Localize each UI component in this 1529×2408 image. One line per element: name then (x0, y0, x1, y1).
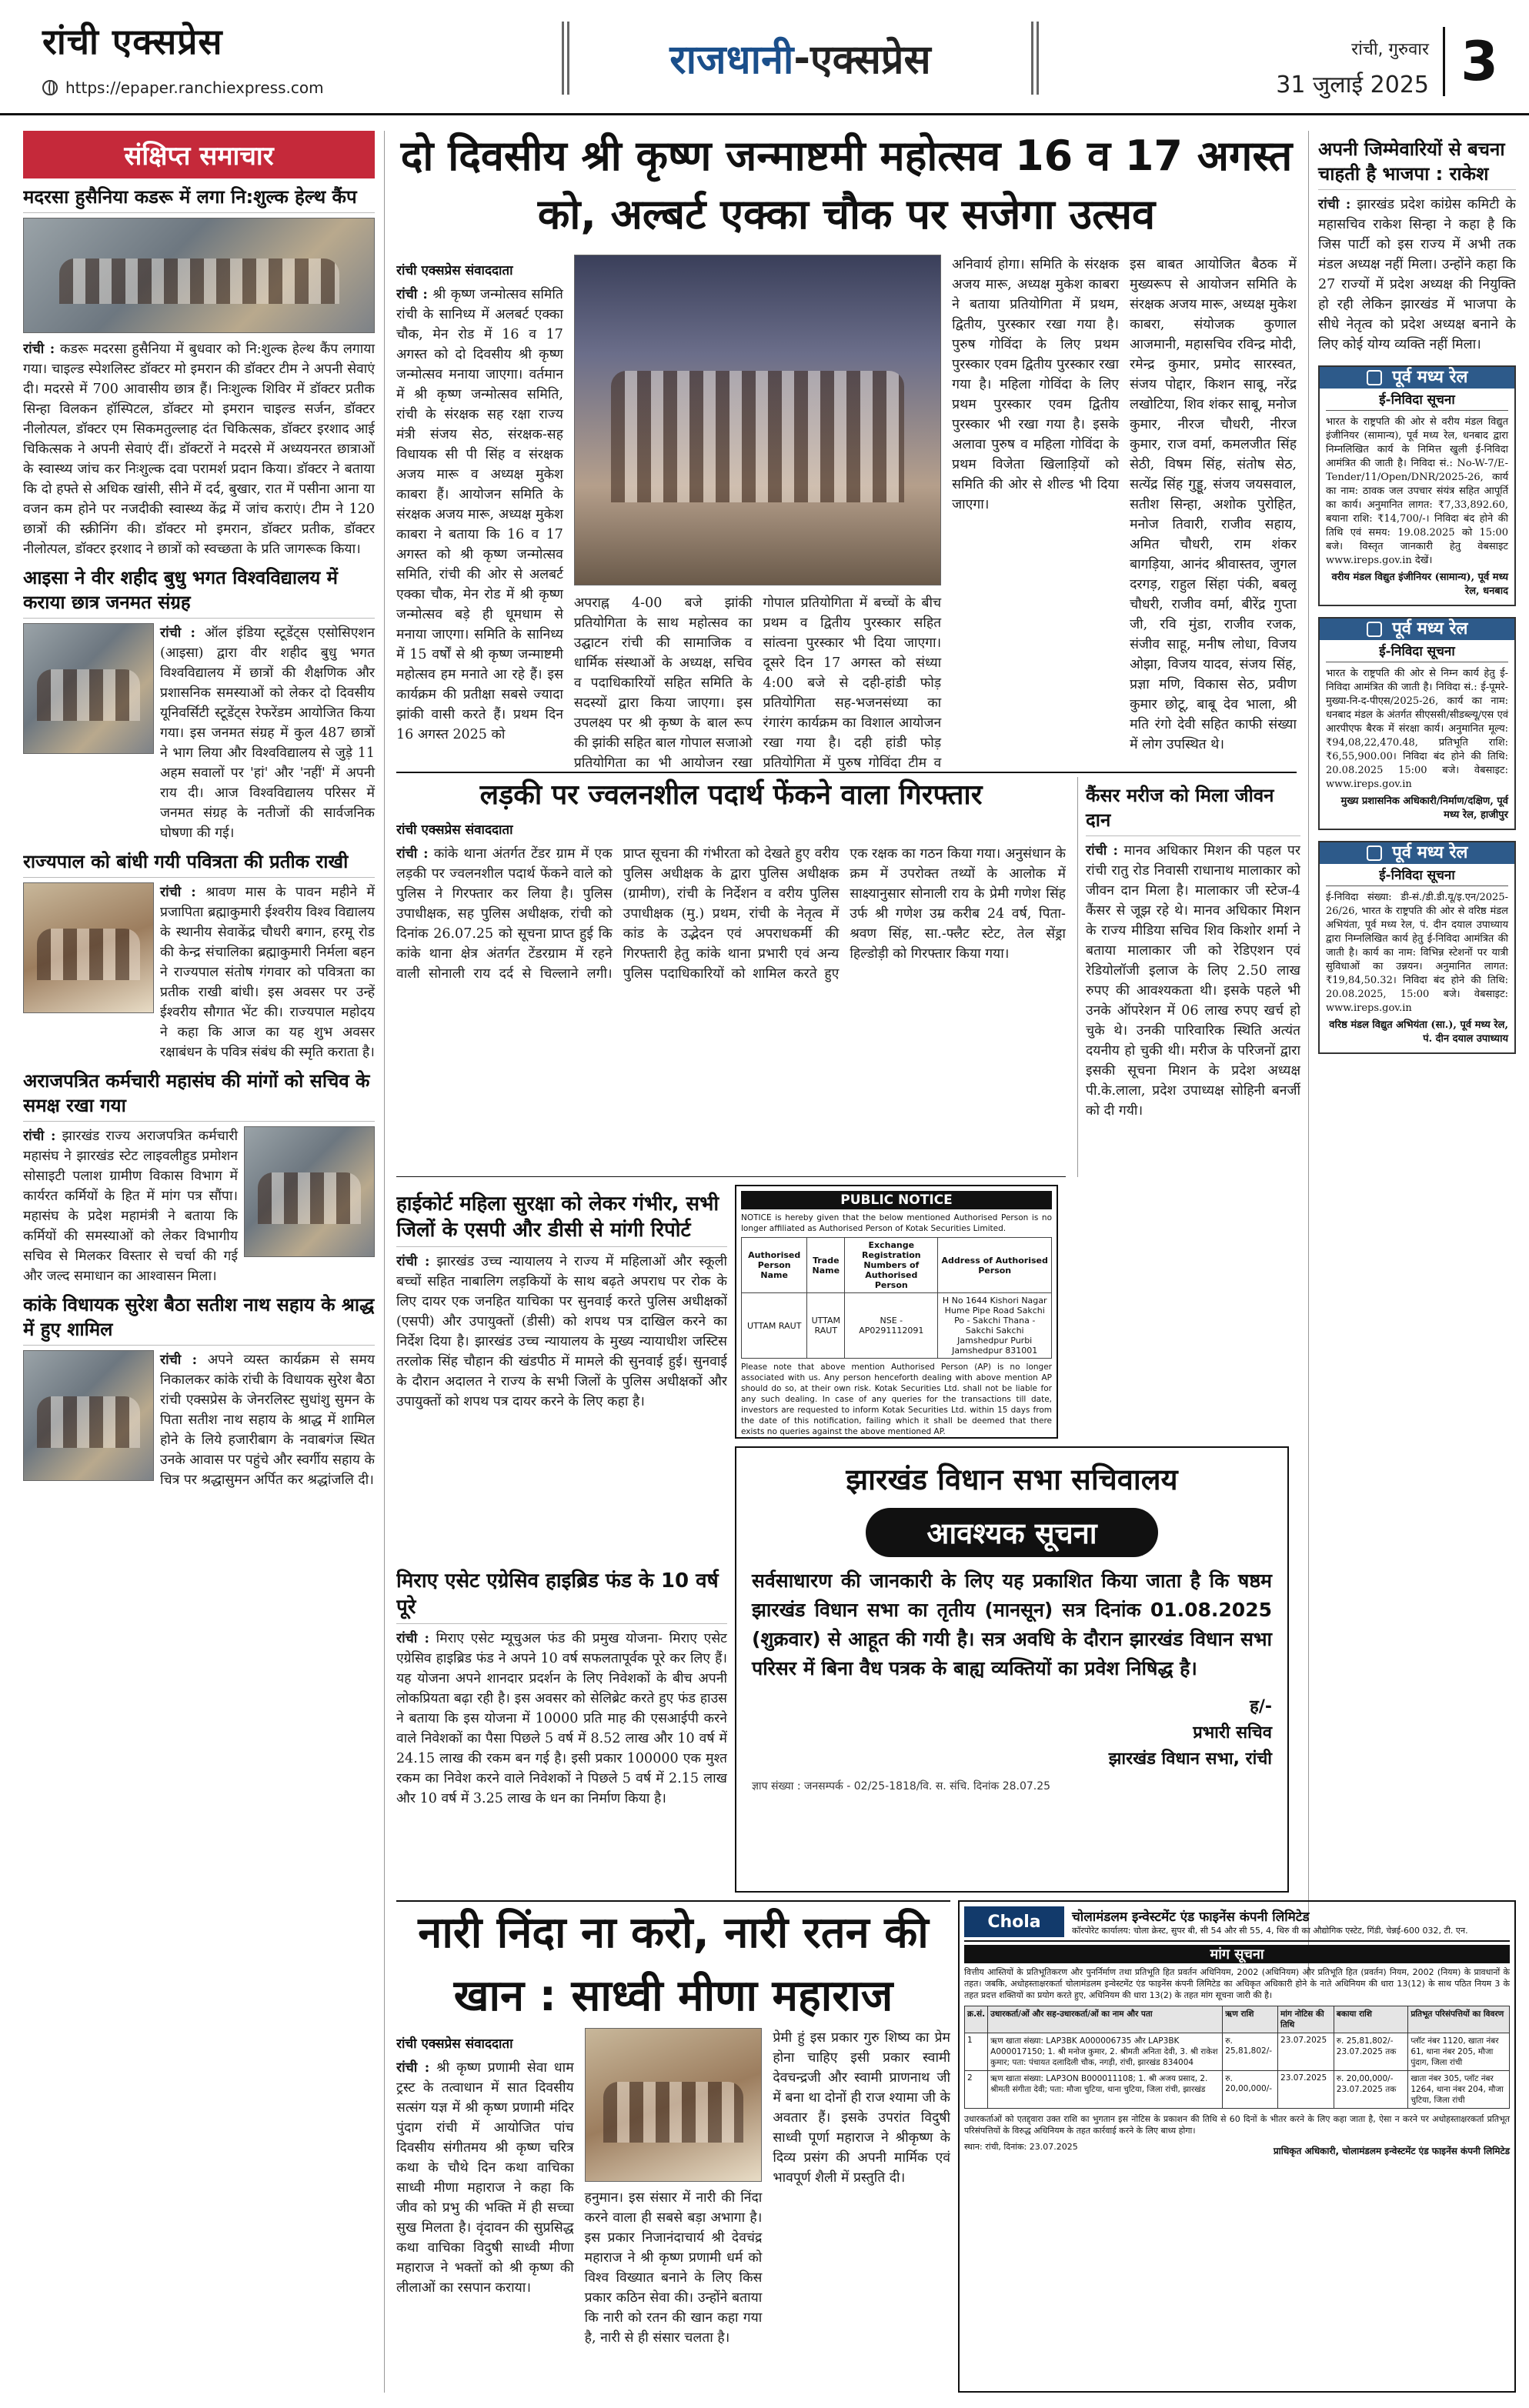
mirae-asset-story (396, 1562, 727, 1885)
table-row (965, 2033, 1510, 2071)
top-story-text-5: इस बाबत आयोजित बैठक में मुख्यरूप से आयोजन समिति के संरक्षक अजय मारू, अध्यक्ष मुकेश काबरा, संयोजक कुणाल आजमानी, महासचिव रविन्द्र मोदी, रमेन्द्र कुमार, प्रमोद सारस्वत, संजय पोद्दार, किशन साबू, नरेंद्र लखोटिया, शिव शंकर साबू, मनोज कुमार, नीरज चौधरी, नीरज कुमार, राज वर्मा, कमलजीत सिंह सेठी, विषम सिंह, संतोष सेठ, सत्येंद्र सिंह गुड्डू, संजय जयसवाल, सतीश सिन्हा, अशोक पुरोहित, मनोज तिवारी, राजीव सहाय, अमित चौधरी, राम शंकर बागड़िया, आनंद श्रीवास्तव, जुगल दरगड़, राहुल सिंहा पंकी, बबलू चौधरी, राजीव वर्मा, बीरेंद्र गुप्ता जी, रवि मुंडा, राजीव रजक, संजीव साहू, मनीष लोधा, विजय ओझा, विजय यादव, संजय सिंह, प्रज्ञा मणि, विकास सेठ, प्रवीण कुमार छोटू, बाबू देव भाला, श्री मति रंगो देवी सहित काफी संख्या में लोग उपस्थित थे। (1130, 257, 1297, 752)
sadhvi-text-2: हनुमान। इस संसार में नारी की निंदा करने वाला ही सबसे बड़ा अभागा है। इस प्रकार निजानंदाचार्य श्री देवचंद्र महाराज ने श्री कृष्ण प्रणामी धर्म को विश्व विख्यात बनाने के लिए किस प्रकार कठिन सेवा की। उन्होंने बताया कि नारी को रतन की खान कहा गया है, नारी से ही संसार चलता है। (584, 2190, 763, 2346)
top-story-text-3: गोपाल प्रतियोगिता में बच्चों के बीच प्रथम व द्वितीय पुरस्कार सहित सांत्वना पुरस्कार भी दिया जाएगा। दूसरे दिन 17 अगस्त को संध्या 4:00 बजे से दही-हांडी फोड़ प्रतियोगिता सह-भजनसंध्या का रंगारंग कार्यक्रम का विशाल आयोजन रखा गया है। दही हांडी फोड़ प्रतियोगिता में पुरुष गोविंदा टीम व (763, 595, 942, 771)
rail-tender-notice-3[interactable] (1318, 841, 1516, 1054)
public-notice-intro: NOTICE is hereby given that the below mentioned Authorised Person is no longer affiliated as Authorised Person of Kotak Securities Limited. (741, 1213, 1052, 1233)
brief-headline: आइसा ने वीर शहीद बुधु भगत विश्वविद्यालय में कराया छात्र जनमत संग्रह (23, 565, 375, 619)
table-cell: 2 (965, 2071, 988, 2109)
railway-logo-icon (1367, 622, 1382, 637)
brief-place: रांची : (160, 625, 195, 641)
janmashtami-meeting-photo (574, 255, 941, 585)
brief-row (23, 623, 375, 843)
rail-tender-notice-2[interactable] (1318, 617, 1516, 830)
chola-place-date: स्थान: रांची, दिनांक: 23.07.2025 (964, 2142, 1078, 2152)
rail-tender-sign: मुख्य प्रशासनिक अधिकारी/निर्माण/दक्षिण, पूर्व मध्य रेल, हाजीपुर (1340, 795, 1508, 821)
chola-sign-row (964, 2141, 1510, 2157)
table-header: Address of Authorised Person (938, 1238, 1052, 1293)
top-story-headline[interactable]: दो दिवसीय श्री कृष्ण जन्माष्टमी महोत्सव 16 व 17 अगस्त को, अल्बर्ट एक्का चौक पर सजेगा उत्सव (400, 132, 1293, 238)
brief-governor-rakhi (23, 849, 375, 1062)
brief-text: ऑल इंडिया स्टूडेंट्स एसोसिएशन (आइसा) द्वारा वीर शहीद बुधु भगत विश्वविद्यालय में छात्रों की शैक्षणिक और प्रशासनिक समस्याओं को लेकर दो दिवसीय यूनिवर्सिटी स्टूडेंट्स रेफरेंडम आयोजित किया गया। इस जनमत संग्रह में कुल 487 छात्रों ने भाग लिया और विश्वविद्यालय से जुड़े 11 अहम सवालों पर 'हां' और 'नहीं' में अपनी राय दी। आज विश्वविद्यालय परिसर में जनमत संग्रह के नतीजों की सार्वजनिक घोषणा की गई। (160, 625, 375, 841)
public-notice-table (741, 1237, 1052, 1359)
high-court-story (396, 1185, 727, 1554)
table-cell: ऋण खाता संख्या: LAP3ON B000011108; 1. श्री अजय प्रसाद, 2. श्रीमती संगीता देवी; पता: मौजा चुटिया, थाना चुटिया, जिला रांची, झारखंड (988, 2071, 1223, 2109)
table-header: Authorised Person Name (742, 1238, 807, 1293)
story-place: रांची : (396, 1254, 430, 1269)
sadhvi-col-2 (585, 2028, 763, 2348)
chola-footer: उधारकर्ताओं को एतद्द्वारा उक्त राशि का भुगतान इस नोटिस के प्रकाशन की तिथि से 60 दिनों के भीतर करने के लिए कहा जाता है, ऐसा न करने पर अधोहस्ताक्षरकर्ता प्रतिभूत परिसंपत्तियों के विरुद्ध अधिनियम के तहत कार्रवाई करने के लिए बाध्य होगा। (964, 2114, 1510, 2136)
court-story-headline[interactable]: हाईकोर्ट महिला सुरक्षा को लेकर गंभीर, सभी जिलों के एसपी और डीसी से मांगी रिपोर्ट (396, 1191, 727, 1247)
rail-tender-text: भारत के राष्ट्रपति की ओर से वरीय मंडल विद्युत इंजीनियर (सामान्य), पूर्व मध्य रेल, धनबाद द्वारा निम्नलिखित कार्य के निमित्त खुली ई-निविदा आमंत्रित की जाती है। निविदा सं.: No-W-7/E-Tender/11/Open/DNR/2025-26, कार्य का नाम: ठावक जल उपचार संयंत्र सहित आपूर्ति का कार्य। अनुमानित लागत: ₹7,33,892.60, बयाना राशि: ₹14,700/-। निविदा बंद होने की तिथि एवं समय: 19.08.2025 को 15:00 बजे। विस्तृत जानकारी हेतु वेबसाइट www.ireps.gov.in देखें। (1326, 416, 1508, 566)
brief-kanke-mla (23, 1292, 375, 1490)
chola-table (964, 2006, 1510, 2109)
rail-tender-notice-1[interactable] (1318, 365, 1516, 606)
story-place: रांची : (396, 1631, 429, 1646)
table-header: Exchange Registration Numbers of Authorised Person (845, 1238, 938, 1293)
epaper-link[interactable] (42, 78, 324, 97)
brief-row (23, 882, 375, 1062)
cancer-story-headline[interactable]: कैंसर मरीज को मिला जीवन दान (1086, 783, 1300, 836)
brief-aisa-referendum (23, 565, 375, 843)
table-header: उधारकर्ता/ओं और सह-उधारकर्ता/ओं का नाम और पता (988, 2006, 1223, 2033)
table-row (742, 1293, 1052, 1359)
top-story-body (396, 255, 1297, 773)
section-title-dash: - (793, 35, 810, 82)
public-notice-text: Please note that above mention Authorised Person (AP) is no longer associated with us. Any person henceforth dealing with above mention AP should do so, at their own risk. Kotak Securities Ltd. shall not be liable for any such dealing. In case of any queries for the transactions till date, investors are requested to inform Kotak Securities Ltd. within 15 days from the date of this notification, failing which it shall be deemed that there exists no queries against the above mentioned AP. (741, 1362, 1052, 1436)
chola-company-block (1072, 1907, 1510, 1936)
story-place: रांची : (396, 287, 428, 302)
rail-tender-sub: ई-निविदा सूचना (1326, 645, 1508, 662)
kotak-public-notice[interactable] (735, 1185, 1058, 1439)
fire-arrest-story (396, 777, 1066, 1177)
chola-company-name: चोलामंडलम इन्वेस्टमेंट एंड फाइनेंस कंपनी लिमिटेड (1072, 1909, 1310, 1925)
table-cell: UTTAM RAUT (807, 1293, 845, 1359)
story-place: रांची : (1086, 843, 1118, 859)
table-header: क्र.सं. (965, 2006, 988, 2033)
byline: रांची एक्सप्रेस संवाददाता (396, 2036, 513, 2052)
briefs-column (23, 131, 385, 2393)
table-cell: UTTAM RAUT (742, 1293, 807, 1359)
signatory-title: प्रभारी सचिव (1193, 1723, 1272, 1743)
brief-text: श्रावण मास के पावन महीने में प्रजापिता ब्रह्माकुमारी ईश्वरीय विश्व विद्यालय के स्थानीय सेवाकेंद्र चौधरी बगान, हरमू रोड की केन्द्र संचालिका ब्रह्माकुमारी निर्मला बहन ने राज्यपाल संतोष गंगवार को पवित्रता का प्रतीक राखी बांधी। इस अवसर पर उन्हें ईश्वरीय सौगात भेंट की। राज्यपाल महोदय ने कहा कि आज का यह शुभ अवसर रक्षाबंधन के पवित्र संबंध की स्मृति कराता है। (160, 885, 375, 1060)
rakhi-photo (23, 882, 154, 1013)
sadhvi-text-3: प्रेमी हुं इस प्रकार गुरु शिष्य का प्रेम होना चाहिए इसी प्रकार स्वामी देवचन्द्रजी और स्वामी प्राणनाथ जी में बना था दोनों ही राज श्यामा जी के अवतार हैं। इसके उपरांत विदुषी साध्वी पूर्णा महाराज ने श्रीकृष्ण के दिव्य प्रसंग की अपनी मार्मिक एवं भावपूर्ण शैली में प्रस्तुति दी। (773, 2030, 950, 2186)
brief-place: रांची : (23, 1129, 56, 1144)
brief-text: कडरू मदरसा हुसैनिया में बुधवार को नि:शुल्क हेल्थ कैंप लगाया गया। चाइल्ड स्पेशलिस्ट डॉक्टर मो इमरान की डॉक्टर टीम ने अपनी सेवाएं दी। मदरसे में 700 आवासीय छात्र हैं। निःशुल्क शिविर में डॉक्टर प्रतीक सिन्हा विलकन हॉस्पिटल, डॉक्टर मो इमरान चाइल्ड सर्जन, डॉक्टर नीलोत्पल, डॉक्टर एम सिकमतुल्लाह दंत चिकित्सक, डॉक्टर इरशाद आई चिकित्सक ने अपनी सेवाएं दीं। डॉक्टरों ने मदरसे में अध्ययनरत छात्राओं के स्वास्थ्य जांच कर निःशुल्क दवा परामर्श प्रदान किया। डॉक्टर ने बताया कि दो हफ्ते से अधिक खांसी, सीने में दर्द, बुखार, रात में पसीना आना या वजन कम होने पर नजदीकी स्वास्थ्य केंद्र में जांच कराएं। टीम ने 120 छात्रों की स्क्रीनिंग की। डॉक्टर मो इमरान, डॉक्टर प्रतीक, डॉक्टर नीलोत्पल, डॉक्टर इरशाद ने छात्रों को स्वच्छता के प्रति जागरूक किया। (23, 342, 375, 557)
top-story-center (574, 255, 941, 773)
top-story-text-1 (396, 285, 563, 745)
epaper-url[interactable]: https://epaper.ranchiexpress.com (65, 78, 324, 97)
rail-tender-head (1320, 367, 1514, 389)
table-header: बकाया राशि (1334, 2006, 1408, 2033)
story-place: रांची : (1318, 197, 1351, 212)
chola-logo: Chola (964, 1906, 1064, 1937)
brief-text: अपने व्यस्त कार्यक्रम से समय निकालकर कांके रांची के विधायक सुरेश बैठा रांची एक्सप्रेस के जेनरलिस्ट सुधांशु सुमन के पिता सतीश नाथ सहाय के श्राद्ध में शामिल होने के लिये हजारीबाग के नवाबगंज स्थित उनके आवास पर पहुंचे और स्वर्गीय सहाय के चित्र पर श्रद्धासुमन अर्पित कर श्रद्धांजलि दी। (160, 1352, 375, 1488)
aisa-photo (23, 623, 154, 754)
masthead (0, 0, 1529, 115)
chola-signatory: प्राधिकृत अधिकारी, चोलामंडलम इन्वेस्टमेंट एंड फाइनेंस कंपनी लिमिटेड (1273, 2146, 1510, 2156)
chola-demand-title: मांग सूचना (964, 1945, 1510, 1963)
story-text: श्री कृष्ण जन्मोत्सव समिति रांची के सानिध्य में अलबर्ट एक्का चौक, मेन रोड में 16 व 17 अगस्त को दो दिवसीय श्री कृष्ण जन्मोत्सव मनाया जाएगा। वर्तमान में श्री कृष्ण जन्मोत्सव समिति, रांची के संरक्षक सह रक्षा राज्य मंत्री संजय सेठ, संरक्षक-सह विधायक सी पी सिंह व संरक्षक अजय मारू व अध्यक्ष मुकेश काबरा हैं। आयोजन समिति के संरक्षक अजय मारू, अध्यक्ष मुकेश काबरा ने बताया कि 16 व 17 अगस्त को श्री कृष्ण जन्मोत्सव समिति, रांची की ओर से अलबर्ट एक्का चौक, मेन रोड में श्री कृष्ण जन्मोत्सव बड़े ही धूमधाम से मनाया जाएगा। समिति के सानिध्य में 15 वर्षों से श्री कृष्ण जन्माष्टमी महोत्सव हम मनाते आ रहे हैं। इस कार्यक्रम की प्रतीक्षा सबसे ज्यादा झांकी वासी करते हैं। प्रथम दिन 16 अगस्त 2025 को (396, 287, 563, 742)
rail-tender-sub: ई-निविदा सूचना (1326, 393, 1508, 411)
story-place: रांची : (396, 846, 429, 862)
chola-demand-notice[interactable] (958, 1900, 1516, 2393)
brief-headline: मदरसा हुसैनिया कडरू में लगा नि:शुल्क हेल्थ कैंप (23, 185, 375, 213)
top-story-col-5 (1130, 255, 1297, 773)
table-cell: रु. 20,00,000/- 23.07.2025 तक (1334, 2071, 1408, 2109)
story-text: झारखंड प्रदेश कांग्रेस कमिटी के महासचिव राकेश सिन्हा ने कहा है कि जिस पार्टी को इस राज्य में अभी तक मंडल अध्यक्ष नहीं मिला। उन्होंने कहा कि 27 राज्यों में प्रदेश अध्यक्ष की नियुक्ति हो रही लेकिन झारखंड में भाजपा के सीधे नेतृत्व को प्रदेश अध्यक्ष बनाने के लिए कोई योग्य व्यक्ति नहीं मिला। (1318, 197, 1516, 352)
assembly-secretariat-notice[interactable] (735, 1446, 1289, 1893)
mirae-story-body (396, 1629, 727, 1809)
rail-tender-head (1320, 842, 1514, 864)
rail-tender-head-text: पूर्व मध्य रेल (1392, 367, 1468, 387)
table-cell: रु. 20,00,000/- (1223, 2071, 1278, 2109)
table-cell: 1 (965, 2033, 988, 2071)
right-column (1308, 131, 1516, 1977)
table-header-row (742, 1238, 1052, 1293)
newspaper-logo[interactable]: रांची एक्सप्रेस (42, 21, 223, 62)
brief-place: रांची : (160, 1352, 198, 1368)
top-story-text-4: अनिवार्य होगा। समिति के संरक्षक अजय मारू, अध्यक्ष मुकेश काबरा ने बताया प्रतियोगिता में प्रथम, द्वितीय, पुरस्कार रखा गया है। पुरुष गोविंदा के लिए प्रथम पुरस्कार एवम द्वितीय पुरस्कार रखा गया है। महिला गोविंदा के लिए प्रथम पुरस्कार एवम द्वितीय पुरस्कार भी रखा गया है। इसके अलावा पुरुष व महिला गोविंदा के प्रथम विजेता खिलाड़ियों को समिति की ओर से शील्ड भी दिया जाएगा। (952, 257, 1120, 512)
rail-tender-head-text: पूर्व मध्य रेल (1392, 619, 1468, 639)
sadhvi-col-1 (396, 2028, 574, 2348)
brief-health-camp (23, 185, 375, 559)
top-story-sub-cols (574, 593, 941, 773)
brief-headline: कांके विधायक सुरेश बैठा सतीश नाथ सहाय के श्राद्ध में हुए शामिल (23, 1292, 375, 1346)
assembly-notice-badge: आवश्यक सूचना (866, 1508, 1158, 1557)
health-camp-photo (23, 218, 375, 333)
briefs-banner: संक्षिप्त समाचार (23, 131, 375, 178)
public-notice-head: PUBLIC NOTICE (741, 1191, 1052, 1209)
brief-body (160, 623, 375, 843)
globe-icon (42, 80, 58, 95)
assembly-notice-signature (752, 1694, 1272, 1773)
rail-tender-sign: वरीय मंडल विद्युत इंजीनियर (सामान्य), पूर्व मध्य रेल, धनबाद (1331, 572, 1508, 597)
fire-story-body (396, 844, 1066, 984)
chola-address: कॉरपोरेट कार्यालय: चोला क्रेस्ट, सुपर बी, सी 54 और सी 55, 4, थिरु वी का औद्योगिक एस्टेट, गिंडी, चेन्नई-600 032, टी. एन. (1072, 1926, 1468, 1936)
section-title-right: एक्सप्रेस (810, 37, 931, 83)
byline: रांची एक्सप्रेस संवाददाता (396, 263, 513, 278)
assembly-notice-title: झारखंड विधान सभा सचिवालय (846, 1462, 1178, 1496)
place-day: रांची, गुरुवार (1351, 40, 1429, 59)
court-story-body (396, 1252, 727, 1412)
story-text: श्री कृष्ण प्रणामी सेवा धाम ट्रस्ट के तत्वाधान में सात दिवसीय सत्संग यज्ञ में श्री कृष्ण प्रणामी मंदिर पुंदाग रांची में आयोजित पांच दिवसीय संगीतमय श्री कृष्ण चरित्र कथा के चौथे दिन कथा वाचिका साध्वी मीणा महाराज ने कहा कि जीव को प्रभु की भक्ति में ही सच्चा सुख मिलता है। वृंदावन की सुप्रसिद्ध कथा वाचिका विदुषी साध्वी मीणा महाराज ने भक्तों को श्री कृष्ण की लीलाओं का रसपान कराया। (396, 2060, 574, 2296)
story-text: झारखंड उच्च न्यायालय ने राज्य में महिलाओं और स्कूली बच्चों सहित नाबालिग लड़कियों के साथ बढ़ते अपराध पर रोक के लिए दायर एक जनहित याचिका पर सुनवाई करते पुलिस अधीक्षकों (एसपी) और उपायुक्तों (डीसी) को शपथ पत्र दाखिल करने का निर्देश दिया है। झारखंड उच्च न्यायालय के मुख्य न्यायाधीश जस्टिस तरलोक सिंह चौहान की खंडपीठ में मामले की सुनवाई हुई। सुनवाई के दौरान अदालत ने राज्य के सभी जिलों के पुलिस अधीक्षकों और उपायुक्तों को शपथ पत्र दायर करने के लिए कहा है। (396, 1254, 727, 1409)
right-story-headline[interactable]: अपनी जिम्मेवारियों से बचना चाहती है भाजपा : राकेश (1318, 137, 1516, 190)
sadhvi-story-headline[interactable]: नारी निंदा ना करो, नारी रतन की खान : साध्वी मीणा महाराज (418, 1908, 929, 2021)
brief-headline: राज्यपाल को बांधी गयी पवित्रता की प्रतीक राखी (23, 849, 375, 878)
table-cell: रु. 25,81,802/- (1223, 2033, 1278, 2071)
sadhvi-col-3 (773, 2028, 950, 2348)
mirae-story-headline[interactable]: मिराए एसेट एग्रेसिव हाइब्रिड फंड के 10 वर्ष पूरे (396, 1568, 727, 1624)
table-cell: 23.07.2025 (1278, 2033, 1334, 2071)
sadhvi-story-body (396, 2028, 950, 2348)
issue-date: 31 जुलाई 2025 (1276, 72, 1429, 98)
rail-tender-head (1320, 619, 1514, 640)
cancer-patient-story (1077, 777, 1300, 1177)
railway-logo-icon (1367, 370, 1382, 385)
shraddh-photo (23, 1350, 154, 1481)
brief-body (160, 1350, 375, 1490)
table-cell: रु. 25,81,802/- 23.07.2025 तक (1334, 2033, 1408, 2071)
brief-place: रांची : (160, 885, 196, 900)
assembly-notice-ref: ज्ञाप संख्या : जनसम्पर्क - 02/25-1818/वि. स. संचि. दिनांक 28.07.25 (752, 1780, 1051, 1793)
brief-employees-union (23, 1069, 375, 1286)
table-header: मांग नोटिस की तिथि (1278, 2006, 1334, 2033)
fire-story-headline[interactable]: लड़की पर ज्वलनशील पदार्थ फेंकने वाला गिरफ्तार (479, 779, 983, 811)
table-header: ऋण राशि (1223, 2006, 1278, 2033)
rail-tender-text: भारत के राष्ट्रपति की ओर से निम्न कार्य हेतु ई-निविदा आमंत्रित की जाती है। निविदा सं.: ई-पूमरे-मुख्या-नि-द-पीएस/2025-26, कार्य का नाम: धनबाद मंडल के अंतर्गत सीएससी/सीडब्ल्यू/एस एवं आरपीएफ बैरक में संरक्षा कार्य। अनुमानित मूल्य: ₹94,08,22,470.48, प्रतिभूति राशि: ₹6,55,900.00। निविदा बंद होने की तिथि: 20.08.2025 15:00 बजे। वेबसाइट: www.ireps.gov.in (1326, 668, 1508, 790)
table-cell: प्लॉट नंबर 1120, खाता नंबर 61, थाना नंबर 205, मौजा पुंदाग, जिला रांची (1408, 2033, 1510, 2071)
top-story-text-2: अपराह्न 4-00 बजे झांकी प्रतियोगिता के साथ महोत्सव का उद्घाटन रांची की सामाजिक व धार्मिक संस्थाओं के अध्यक्ष, सचिव व पदाधिकारियों सहित समिति के सदस्यों द्वारा किया जाएगा। इस उपलक्ष्य पर श्री कृष्ण के बाल रूप की झांकी सहित बाल गोपाल सजाओ प्रतियोगिता का भी आयोजन रखा (573, 595, 753, 771)
table-cell: H No 1644 Kishori Nagar Hume Pipe Road Sakchi Po - Sakchi Thana - Sakchi Sakchi Jamshedpur Purbi Jamshedpur 831001 (938, 1293, 1052, 1359)
story-place: रांची : (396, 2060, 430, 2076)
brief-body (23, 1126, 238, 1286)
signature-mark: ह/- (1250, 1697, 1272, 1716)
brief-headline: अराजपत्रित कर्मचारी महासंघ की मांगों को सचिव के समक्ष रखा गया (23, 1069, 375, 1122)
table-header-row (965, 2006, 1510, 2033)
right-story-body (1318, 195, 1516, 355)
sadhvi-photo (585, 2028, 763, 2182)
section-title (562, 22, 1039, 95)
brief-body (23, 339, 375, 559)
table-cell: ऋण खाता संख्या: LAP3BK A000006735 और LAP3BK A000017150; 1. श्री मनोज कुमार, 2. श्रीमती अनिता देवी, 3. श्री राकेश कुमार; पता: पंचायत दलादिली चौक, नगड़ी, रांची, झारखंड 834004 (988, 2033, 1223, 2071)
cancer-story-body (1086, 841, 1300, 1121)
chola-header (964, 1906, 1510, 1942)
brief-row (23, 1126, 375, 1286)
top-story-col-4 (952, 255, 1119, 773)
chola-intro: वित्तीय आस्तियों के प्रतिभूतिकरण और पुनर्निर्माण तथा प्रतिभूति हित प्रवर्तन अधिनियम, 2002 (अधिनियम) और प्रतिभूति हित (प्रवर्तन) नियम, 2002 (नियम) के प्रावधानों के तहत। जबकि, अधोहस्ताक्षरकर्ता चोलामंडलम इन्वेस्टमेंट एंड फाइनेंस कंपनी लिमिटेड का अधिकृत अधिकारी होने के नाते अधिनियम की धारा 13(12) के साथ पठित नियम 3 के तहत प्रदत्त शक्तियों का प्रयोग करते हुए, अधिनियम की धारा 13(2) के तहत मांग सूचना जारी की है। (964, 1967, 1510, 2000)
brief-row (23, 1350, 375, 1490)
place-date (1276, 37, 1429, 99)
sadhvi-meena-story (396, 1900, 950, 2393)
union-photo (244, 1126, 375, 1257)
railway-logo-icon (1367, 845, 1382, 861)
rail-tender-sign: वरिष्ठ मंडल विद्युत अभियंता (सा.), पूर्व मध्य रेल, पं. दीन दयाल उपाध्याय (1329, 1019, 1508, 1045)
brief-body (160, 882, 375, 1062)
assembly-notice-body: सर्वसाधारण की जानकारी के लिए यह प्रकाशित किया जाता है कि षष्ठम झारखंड विधान सभा का तृतीय (मानसून) सत्र दिनांक 01.08.2025 (शुक्रवार) से आहूत की गयी है। सत्र अवधि के दौरान झारखंड विधान सभा परिसर में बिना वैध पत्रक के बाह्य व्यक्तियों का प्रवेश निषिद्ध है। (752, 1569, 1272, 1679)
rail-tender-text: ई-निविदा संख्या: डी-सं./डी.डी.यू/इ.एन/2025-26/26, भारत के राष्ट्रपति की ओर से वरिष्ठ मंडल अभियंता, पूर्व मध्य रेल, पं. दीन दयाल उपाध्याय द्वारा निम्नलिखित कार्य हेतु ई-निविदा आमंत्रित की जाती है। कार्य का नाम: विभिन्न स्टेशनों पर यात्री सुविधाओं का उन्नयन। अनुमानित लागत: ₹19,84,50.32। निविदा बंद होने की तिथि: 20.08.2025, 15:00 बजे। वेबसाइट: www.ireps.gov.in (1326, 892, 1508, 1014)
top-story (396, 127, 1297, 773)
rail-tender-sub: ई-निविदा सूचना (1326, 869, 1508, 886)
rail-tender-head-text: पूर्व मध्य रेल (1392, 842, 1468, 862)
table-header: प्रतिभूत परिसंपत्तियों का विवरण (1408, 2006, 1510, 2033)
story-text: मानव अधिकार मिशन की पहल पर रांची रातु रोड निवासी राधानाथ मालाकार को जीवन दान मिला है। मालाकार जी स्टेज-4 कैंसर से जूझ रहे थे। मानव अधिकार मिशन के राज्य मीडिया सचिव शिव किशोर शर्मा ने बताया मालाकार जी को रेडिएशन एवं रेडियोलॉजी इलाज के लिए 2.50 लाख रुपए की आवश्यकता थी। इसके पहले भी उनके ऑपरेशन में 06 लाख रुपए खर्च हो चुके थे। उनकी पारिवारिक स्थिति अत्यंत दयनीय हो चुकी थी। मरीज के परिजनों द्वारा इसकी सूचना मिशन के प्रदेश अध्यक्ष पी.के.लाला, प्रदेश उपाध्यक्ष सोहिनी बनर्जी को दी गयी। (1086, 843, 1300, 1119)
byline: रांची एक्सप्रेस संवाददाता (396, 822, 513, 838)
top-story-col-1 (396, 255, 563, 773)
brief-place: रांची : (23, 342, 55, 357)
sadhvi-text-1 (396, 2058, 574, 2298)
signatory-office: झारखंड विधान सभा, रांची (1108, 1749, 1272, 1769)
table-cell: 23.07.2025 (1278, 2071, 1334, 2109)
page-number: 3 (1443, 27, 1498, 96)
table-cell: NSE - AP0291112091 (845, 1293, 938, 1359)
story-text: कांके थाना अंतर्गत टेंडर ग्राम में एक लड़की पर ज्वलनशील पदार्थ फेंकने वाले को पुलिस ने गिरफ्तार कर लिया है। पुलिस उपाधीक्षक, सह पुलिस अधीक्षक, रांची को दिनांक 26.07.25 को सूचना प्राप्त हुई कि कांके थाना क्षेत्र अंतर्गत टेंडरग्राम में रहने वाली सोनाली राय दर्द से चिल्लाने लगी। प्राप्त सूचना की गंभीरता को देखते हुए वरीय पुलिस अधीक्षक के द्वारा पुलिस अधीक्षक (ग्रामीण), रांची के निर्देशन व वरीय पुलिस उपाधीक्षक (मु.) प्रथम, रांची के नेतृत्व में कांड के उद्भेदन एवं अपराधकर्मी की गिरफ्तारी हेतु कांके थाना प्रभारी एवं अन्य पुलिस पदाधिकारियों को शामिल करते हुए एक रक्षक का गठन किया गया। अनुसंधान के क्रम में उपरोक्त तथ्यों के आलोक में साक्ष्यानुसार सोनाली राय के प्रेमी गणेश सिंह उर्फ श्री गणेश उम्र करीब 24 वर्ष, पिता-श्रवण सिंह, सा.-फ्लैट स्टेट, तेल सेंड्रा हिल्डोड़ी को गिरफ्तार किया गया। (396, 846, 1066, 982)
table-header: Trade Name (807, 1238, 845, 1293)
story-text: मिराए एसेट म्यूचुअल फंड की प्रमुख योजना- मिराए एसेट एग्रेसिव हाइब्रिड फंड ने अपने 10 वर्ष सफलतापूर्वक पूरे कर लिए हैं। यह योजना अपने शानदार प्रदर्शन के लिए निवेशकों के बीच अपनी लोकप्रियता बढ़ा रही है। इस अवसर को सेलिब्रेट करते हुए फंड हाउस ने बताया कि इस योजना में 10000 प्रति माह की एसआईपी करने वाले निवेशकों का पैसा पिछले 5 वर्ष में 8.52 लाख और 10 वर्ष में 24.15 लाख की रकम बन गई है। इसी प्रकार 100000 एक मुश्त रकम का निवेश करने वाले निवेशकों ने पिछले 5 वर्ष में 2.15 लाख और 10 वर्ष में 3.25 लाख के धन का निर्माण किया है। (396, 1631, 727, 1806)
section-title-left: राजधानी (669, 37, 794, 83)
table-cell: खाता नंबर 305, प्लॉट नंबर 1264, थाना नंबर 204, मौजा चुटिया, जिला रांची (1408, 2071, 1510, 2109)
brief-text: झारखंड राज्य अराजपत्रित कर्मचारी महासंघ ने झारखंड स्टेट लाइवलीहुड प्रमोशन सोसाइटी पलाश ग्रामीण विकास विभाग में कार्यरत कर्मियों के हित में मांग पत्र सौंपा। महासंघ के प्रदेश महामंत्री ने बताया कि कर्मियों की समस्याओं को लेकर विभागीय सचिव से मिलकर विस्तार से चर्चा की गई और जल्द समाधान का आश्वासन मिला। (23, 1129, 238, 1284)
table-row (965, 2071, 1510, 2109)
